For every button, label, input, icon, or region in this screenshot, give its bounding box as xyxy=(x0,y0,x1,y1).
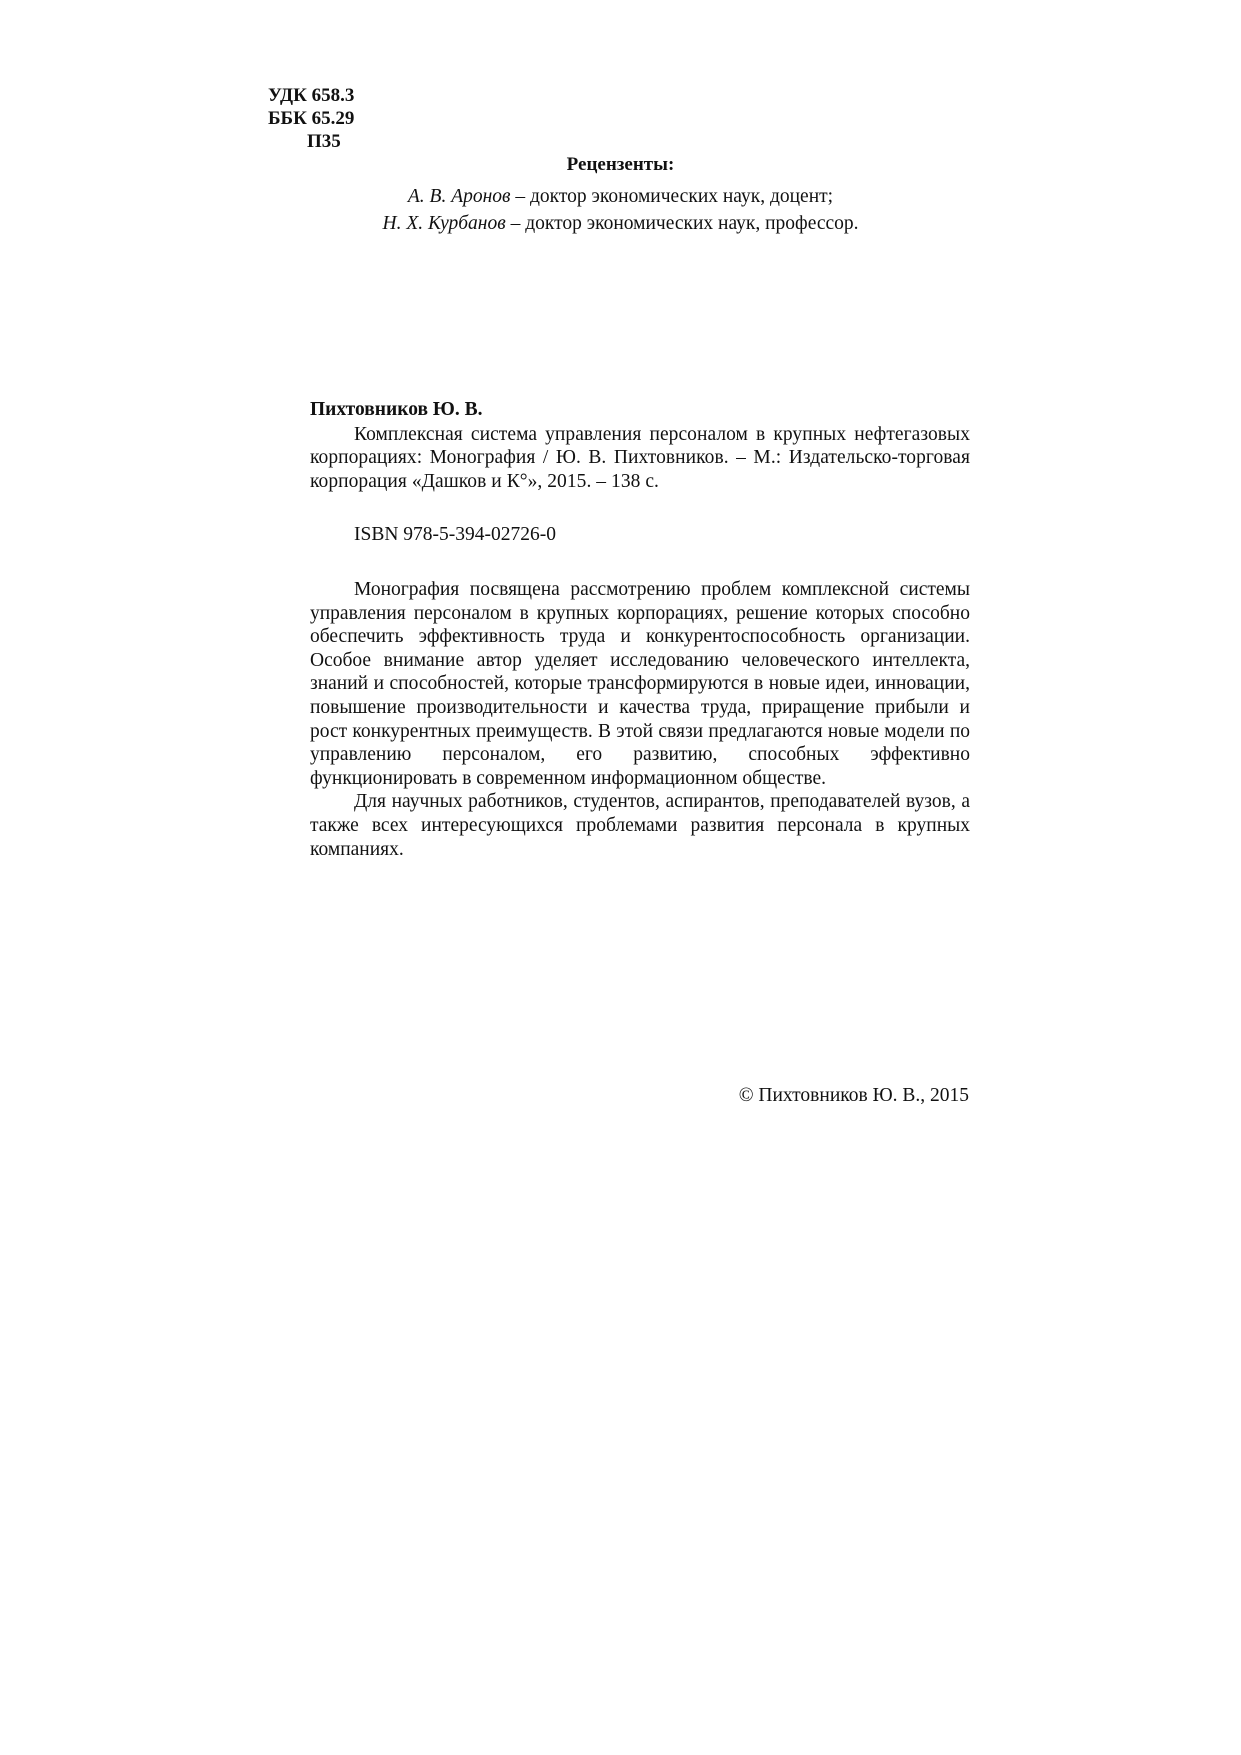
reviewers-list xyxy=(0,183,1241,237)
annotation-paragraph: Монография посвящена рассмотрению проблем комплексной системы управления персоналом в крупных корпорациях, решение которых способно обеспечить эффективность труда и конкурентоспособность организации. Особое внимание автор уделяет исследованию человеческого интеллекта, знаний и способностей, которые трансформируются в новые идеи, инновации, повышение производительности и качества труда, приращение прибыли и рост конкурентных преимуществ. В этой связи предлагаются новые модели по управлению персоналом, его развитию, способных эффективно функционировать в современном информационном обществе. xyxy=(310,578,970,789)
reviewer-line xyxy=(0,183,1241,210)
reviewers-heading: Рецензенты: xyxy=(566,154,675,175)
reviewer-line xyxy=(0,210,1241,237)
bibliographic-description: Комплексная система управления персоналом в крупных нефтегазовых корпорациях: Монография / Ю. В. Пихтовников. – М.: Издательско-торговая корпорация «Дашков и К°», 2015. – 138 с. xyxy=(310,423,970,492)
reviewer-description: – доктор экономических наук, доцент; xyxy=(510,186,834,207)
udk-code: УДК 658.3 xyxy=(268,85,355,106)
bbk-code: ББК 65.29 xyxy=(268,108,355,129)
annotation xyxy=(310,578,970,861)
reviewer-description: – доктор экономических наук, профессор. xyxy=(505,213,859,234)
isbn: ISBN 978-5-394-02726-0 xyxy=(354,524,557,546)
classification-codes xyxy=(268,84,354,153)
annotation-paragraph: Для научных работников, студентов, аспирантов, преподавателей вузов, а также всех интересующихся проблемами развития персонала в крупных компаниях. xyxy=(310,791,970,860)
catalog-card xyxy=(310,398,970,861)
author-mark-code: П35 xyxy=(307,131,341,152)
reviewer-name: А. В. Аронов xyxy=(407,186,511,207)
author-heading: Пихтовников Ю. В. xyxy=(310,399,483,420)
reviewer-name: Н. Х. Курбанов xyxy=(382,213,506,234)
copyright-notice: © Пихтовников Ю. В., 2015 xyxy=(738,1085,969,1106)
